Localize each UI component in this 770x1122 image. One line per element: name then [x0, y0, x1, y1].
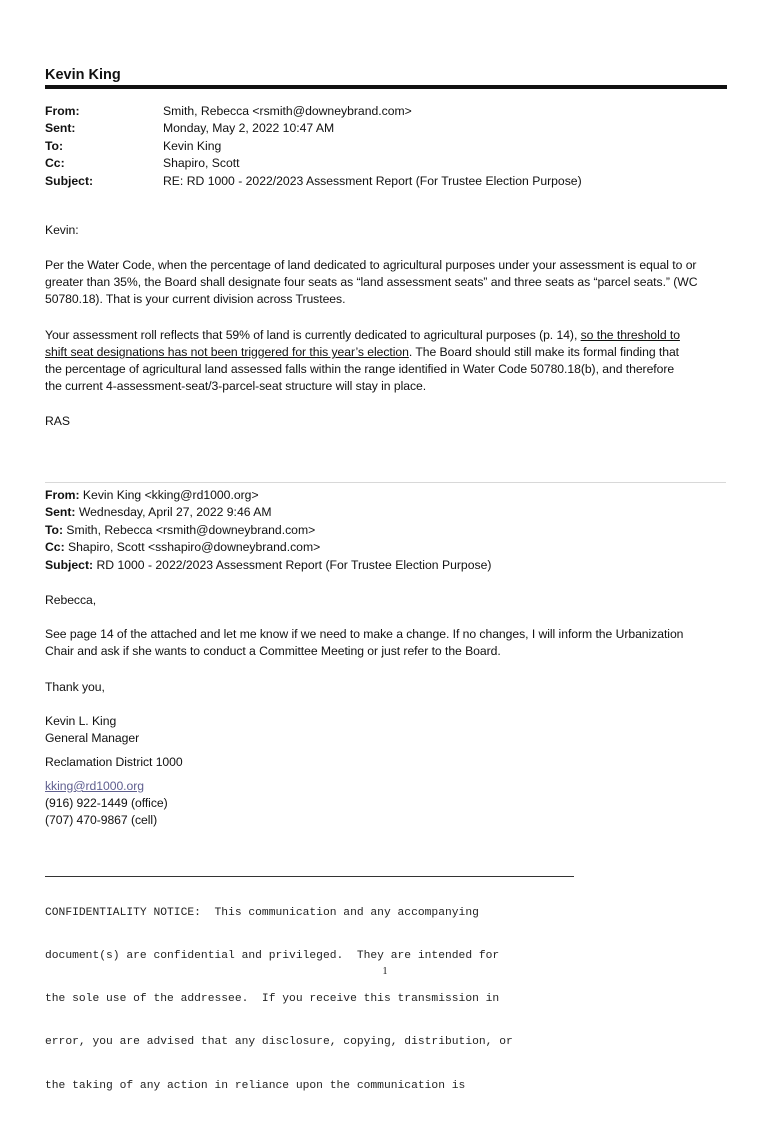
- cc-value: Shapiro, Scott: [163, 156, 240, 171]
- subject-value: RE: RD 1000 - 2022/2023 Assessment Report (For Trustee Election Purpose): [163, 173, 582, 188]
- to-label: To:: [45, 138, 64, 153]
- from-value: Smith, Rebecca <rsmith@downeybrand.com>: [163, 104, 412, 118]
- reply-p2-line-1-plain: Your assessment roll reflects that 59% of land is currently dedicated to agricultural purposes (p. 14),: [45, 328, 581, 342]
- fwd-subject-label: Subject:: [45, 557, 94, 572]
- reply-paragraph-2: [45, 327, 730, 395]
- sig-cell-phone: (707) 470-9867 (cell): [45, 813, 158, 827]
- forwarded-header: [45, 487, 727, 574]
- notice-line-5: the taking of any action in reliance upon the communication is: [45, 1079, 466, 1092]
- fwd-to-value: Smith, Rebecca <rsmith@downeybrand.com>: [63, 522, 316, 537]
- subject-label: Subject:: [45, 173, 94, 188]
- fwd-subject-value: RD 1000 - 2022/2023 Assessment Report (For Trustee Election Purpose): [93, 557, 492, 572]
- fwd-to-label: To:: [45, 522, 64, 537]
- header-subject-row: [45, 173, 727, 190]
- forwarded-separator: [45, 482, 726, 483]
- reply-p2-line-2: [45, 344, 730, 361]
- notice-line-2: document(s) are confidential and privileged. They are intended for: [45, 950, 500, 963]
- reply-p1-line-2: greater than 35%, the Board shall designate four seats as “land assessment seats” and three seats as “parcel seats.” (WC: [45, 275, 698, 289]
- email-header: [45, 103, 727, 190]
- reply-paragraph-1: [45, 257, 730, 308]
- reply-greeting: Kevin:: [45, 223, 79, 237]
- sig-office-phone: (916) 922-1449 (office): [45, 796, 168, 810]
- confidentiality-notice: [45, 877, 605, 1122]
- reply-p1-line-1: Per the Water Code, when the percentage of land dedicated to agricultural purposes under your assessment is equal to or: [45, 258, 697, 272]
- fwd-from-value: Kevin King <kking@rd1000.org>: [79, 488, 259, 502]
- reply-p1-line-3: 50780.18). That is your current division across Trustees.: [45, 292, 346, 306]
- fwd-subject-row: [45, 557, 727, 574]
- fwd-thanks: Thank you,: [45, 680, 105, 694]
- header-cc-row: [45, 155, 727, 172]
- fwd-body-line-1: See page 14 of the attached and let me know if we need to make a change. If no changes, I will inform the Urbanization: [45, 627, 684, 641]
- to-value: Kevin King: [163, 138, 222, 153]
- fwd-sent-label: Sent:: [45, 505, 76, 520]
- notice-line-3: the sole use of the addressee. If you receive this transmission in: [45, 993, 500, 1006]
- reply-p2-emphasis-end: shift seat designations has not been triggered for this year’s election: [45, 345, 409, 359]
- fwd-cc-row: [45, 539, 727, 556]
- recipient-name-heading: Kevin King: [45, 67, 121, 83]
- reply-p2-line-2-plain: . The Board should still make its formal finding that: [408, 345, 680, 359]
- reply-p2-emphasis-start: so the threshold to: [580, 328, 680, 342]
- cc-label: Cc:: [45, 156, 65, 171]
- heading-rule: [45, 85, 727, 89]
- reply-p2-line-1: [45, 327, 730, 344]
- fwd-sent-value: Wednesday, April 27, 2022 9:46 AM: [75, 505, 272, 520]
- sig-org: Reclamation District 1000: [45, 755, 183, 769]
- header-to-row: [45, 138, 727, 155]
- sig-title: General Manager: [45, 731, 140, 745]
- page-number: 1: [382, 966, 388, 977]
- fwd-greeting: Rebecca,: [45, 593, 97, 607]
- sent-label: Sent:: [45, 121, 76, 136]
- fwd-cc-label: Cc:: [45, 540, 65, 555]
- fwd-from-label: From:: [45, 488, 80, 502]
- reply-p2-line-4: the current 4-assessment-seat/3-parcel-seat structure will stay in place.: [45, 379, 427, 393]
- reply-signoff: RAS: [45, 414, 70, 428]
- reply-p2-line-3: the percentage of agricultural land assessed falls within the range identified in Water Code 50780.18(b), and therefore: [45, 362, 675, 376]
- sig-name: Kevin L. King: [45, 714, 117, 728]
- header-from-row: [45, 103, 727, 120]
- sig-email-link[interactable]: kking@rd1000.org: [45, 779, 144, 793]
- fwd-sent-row: [45, 504, 727, 521]
- fwd-body: [45, 626, 730, 660]
- sig-contact: [45, 778, 730, 829]
- fwd-from-row: [45, 487, 727, 504]
- header-sent-row: [45, 120, 727, 137]
- fwd-body-line-2: Chair and ask if she wants to conduct a Committee Meeting or just refer to the Board.: [45, 644, 501, 658]
- fwd-signature: [45, 713, 730, 747]
- fwd-to-row: [45, 522, 727, 539]
- sent-value: Monday, May 2, 2022 10:47 AM: [163, 121, 335, 136]
- notice-line-4: error, you are advised that any disclosure, copying, distribution, or: [45, 1036, 513, 1049]
- from-label: From:: [45, 104, 80, 118]
- notice-line-1: CONFIDENTIALITY NOTICE: This communication and any accompanying: [45, 906, 479, 919]
- fwd-cc-value: Shapiro, Scott <sshapiro@downeybrand.com>: [64, 540, 321, 555]
